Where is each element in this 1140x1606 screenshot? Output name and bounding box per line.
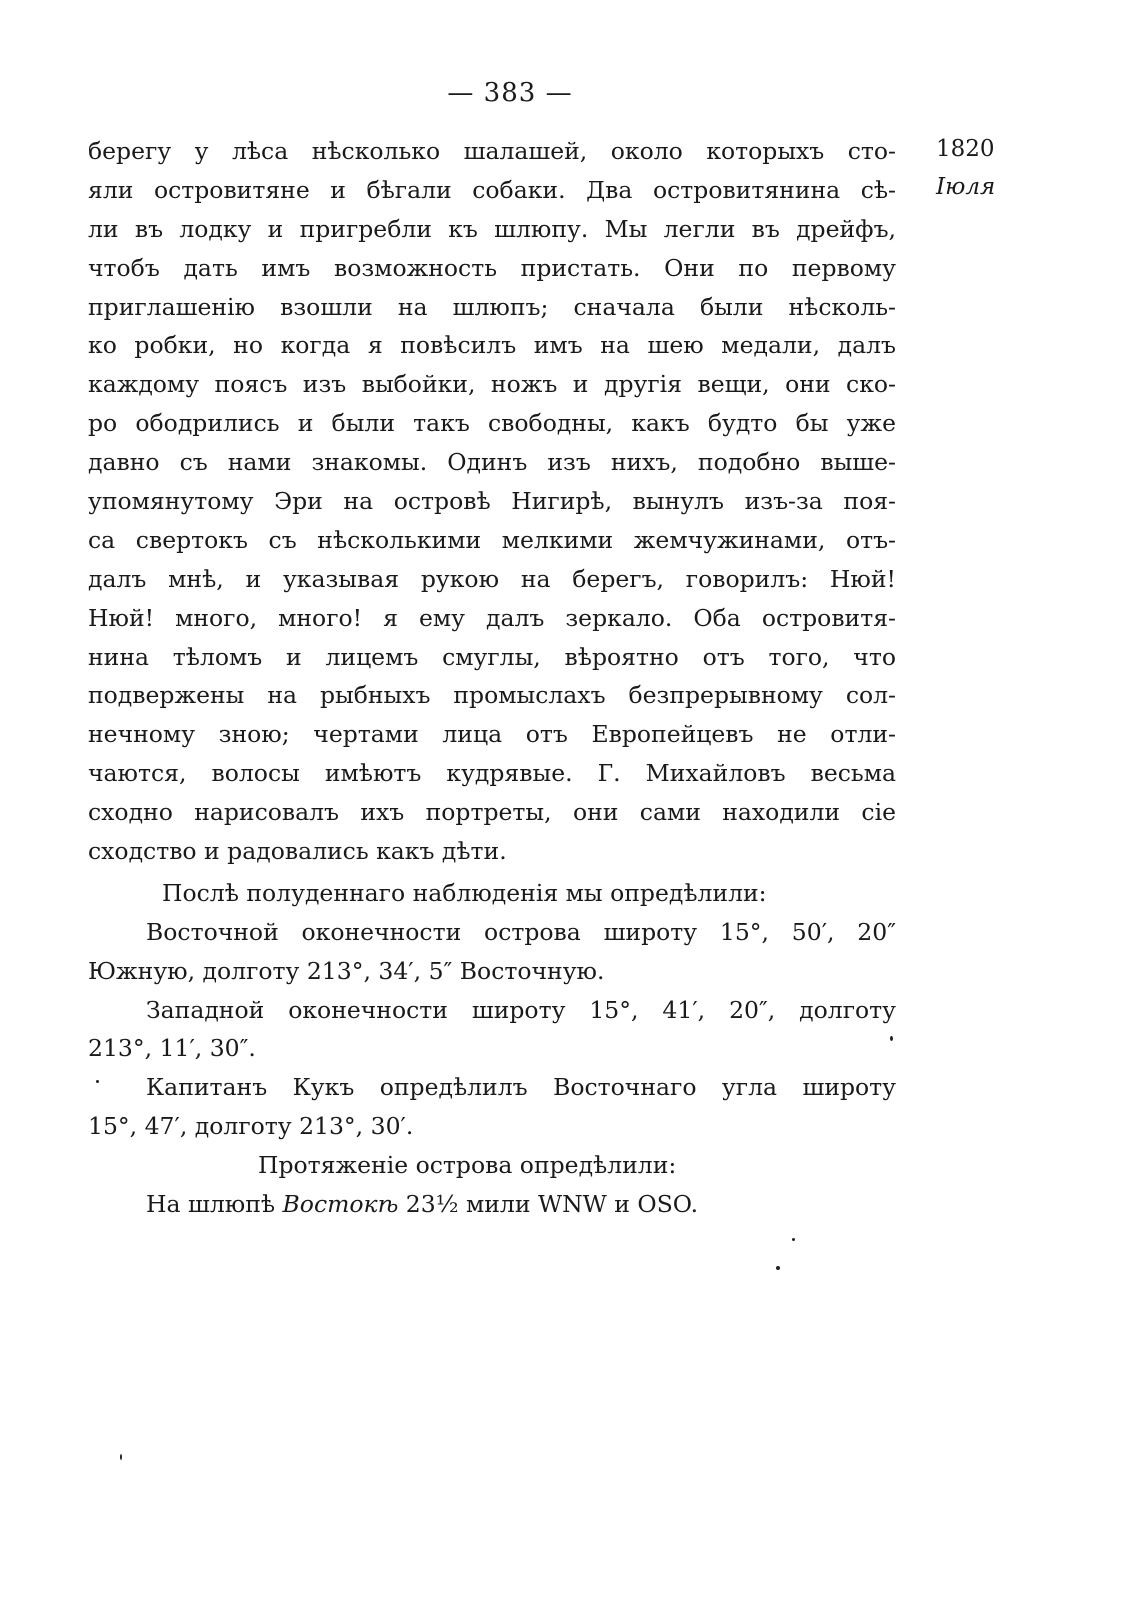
text-line: ко робки, но когда я повѣсилъ имъ на шею медали, далъ xyxy=(88,331,896,360)
paragraph-islanders xyxy=(88,132,896,871)
margin-year: 1820 xyxy=(936,136,995,162)
page-number: — 383 — xyxy=(447,78,573,108)
ship-name: Востокѣ xyxy=(282,1190,399,1219)
text-line: приглашенію взошли на шлюпъ; сначала были нѣсколь- xyxy=(88,292,896,321)
text-line: берегу у лѣса нѣсколько шалашей, около которыхъ сто- xyxy=(88,137,896,165)
east-coordinates-line-1: Восточной оконечности острова широту 15°, 50′, 20″ xyxy=(146,917,896,946)
text-line: сходство и радовались какъ дѣти. xyxy=(88,837,507,866)
cook-coordinates-line-1: Капитанъ Кукъ опредѣлилъ Восточнаго угла широту xyxy=(146,1073,896,1102)
island-extent-line xyxy=(88,1185,896,1224)
west-coordinates-line-1: Западной оконечности широту 15°, 41′, 20″, долготу xyxy=(146,995,896,1024)
cook-coordinates-line-2: 15°, 47′, долготу 213°, 30′. xyxy=(88,1112,414,1141)
extent-value: 23½ мили WNW и OSO. xyxy=(405,1190,699,1219)
scan-speck xyxy=(792,1238,795,1241)
text-line: каждому поясъ изъ выбойки, ножъ и другія вещи, они ско- xyxy=(88,370,896,399)
island-extent-heading: Протяженіе острова опредѣлили: xyxy=(258,1151,677,1180)
scan-speck xyxy=(120,1454,122,1460)
margin-month: Іюля xyxy=(936,174,996,200)
text-line: давно съ нами знакомы. Одинъ изъ нихъ, подобно выше- xyxy=(88,448,896,477)
text-line: сходно нарисовалъ ихъ портреты, они сами находили сіе xyxy=(88,798,896,827)
scan-speck xyxy=(96,1080,99,1083)
east-coordinates-line-2: Южную, долготу 213°, 34′, 5″ Восточную. xyxy=(88,956,605,985)
text-line: подвержены на рыбныхъ промыслахъ безпрерывному сол- xyxy=(88,681,896,710)
scan-speck xyxy=(776,1266,780,1270)
scan-speck xyxy=(890,1036,893,1041)
text-line: нечному зною; чертами лица отъ Европейцевъ не отли- xyxy=(88,720,896,749)
text-line: чаются, волосы имѣютъ кудрявые. Г. Михайловъ весьма xyxy=(88,759,896,788)
west-coordinates-line-2: 213°, 11′, 30″. xyxy=(88,1034,256,1063)
body-text xyxy=(88,132,896,1224)
text-line: нина тѣломъ и лицемъ смуглы, вѣроятно отъ того, что xyxy=(88,642,896,671)
text-line: далъ мнѣ, и указывая рукою на берегъ, говорилъ: Нюй! xyxy=(88,564,896,593)
text-line: Нюй! много, много! я ему далъ зеркало. Оба островитя- xyxy=(88,603,896,632)
text-line: яли островитяне и бѣгали собаки. Два островитянина сѣ- xyxy=(88,175,896,204)
text-line: ли въ лодку и пригребли къ шлюпу. Мы легли въ дрейфъ, xyxy=(88,214,896,243)
text-line: упомянутому Эри на островѣ Нигирѣ, вынулъ изъ-за поя- xyxy=(88,487,896,516)
text-line: чтобъ дать имъ возможность пристать. Они по первому xyxy=(88,253,896,282)
text-line: ро ободрились и были такъ свободны, какъ будто бы уже xyxy=(88,409,896,438)
extent-prefix: На шлюпѣ xyxy=(146,1190,276,1219)
text-line: са свертокъ съ нѣсколькими мелкими жемчужинами, отъ- xyxy=(88,525,896,554)
noon-observation-heading: Послѣ полуденнаго наблюденія мы опредѣлили: xyxy=(162,878,767,907)
